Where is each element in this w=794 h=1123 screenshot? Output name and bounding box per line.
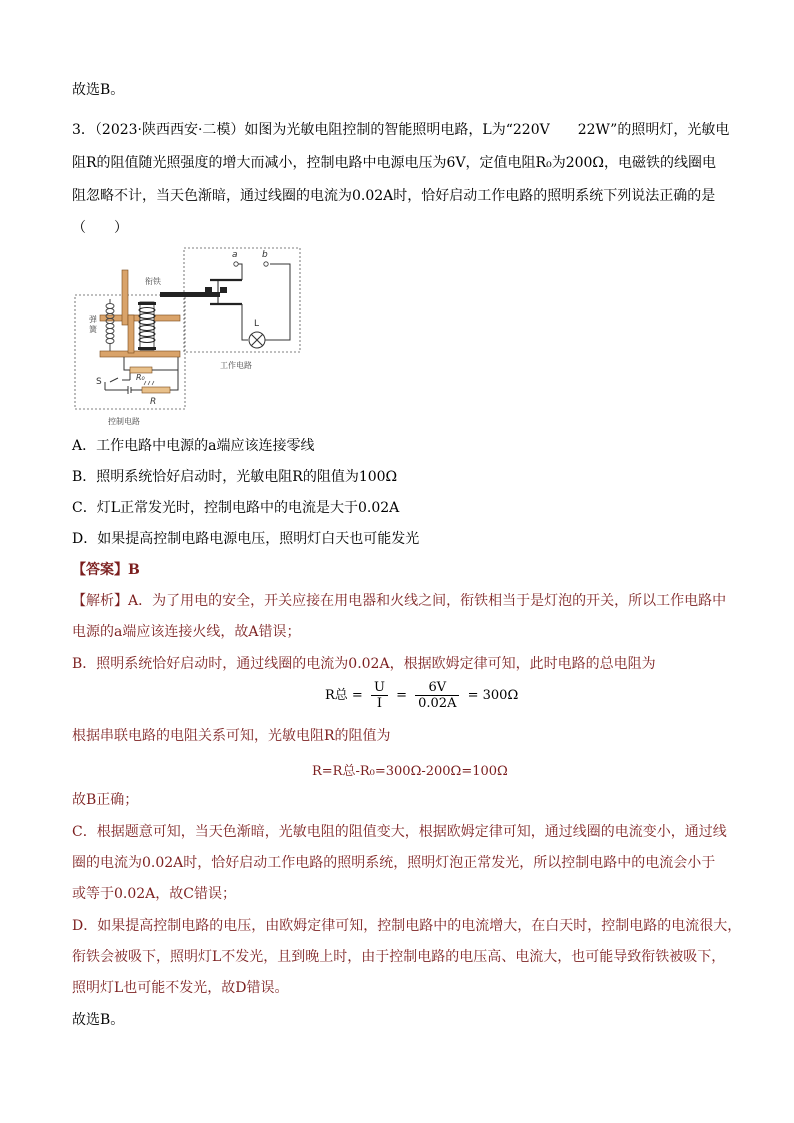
- analysis-a-line-2: 电源的a端应该连接火线，故A错误；: [72, 624, 301, 640]
- question-line-4: （ ）: [72, 220, 128, 236]
- answer: 【答案】B: [72, 562, 140, 578]
- analysis-d-line-1: D．如果提高控制电路的电压，由欧姆定律可知，控制电路中的电流增大，在白天时，控制电路的电流很大，: [72, 918, 742, 934]
- r-label: R: [150, 397, 157, 407]
- spring-label-2: 簧: [89, 325, 97, 334]
- core-post: [128, 315, 134, 353]
- pivot-post: [122, 270, 128, 325]
- photoresistor-r: [142, 387, 170, 393]
- question-line-3: 阻忽略不计，当天色渐暗，通过线圈的电流为0.02A时，恰好启动工作电路的照明系统下列说法正确的是: [72, 188, 716, 204]
- option-c: C．灯L正常发光时，控制电路中的电流是大于0.02A: [72, 500, 400, 516]
- question-line-1: 3．（2023·陕西西安·二模）如图为光敏电阻控制的智能照明电路，L为“220V 22W”的照明灯，光敏电: [72, 122, 730, 138]
- switch-label: S: [96, 377, 102, 387]
- analysis-c-line-2: 圈的电流为0.02A时，恰好启动工作电路的照明系统，照明灯泡正常发光，所以控制电路中的电流会小于: [72, 855, 716, 871]
- analysis-c-line-1: C．根据题意可知，当天色渐暗，光敏电阻的阻值变大，根据欧姆定律可知，通过线圈的电流变小，通过线: [72, 824, 727, 840]
- analysis-b-line-2: 根据串联电路的电阻关系可知，光敏电阻R的阻值为: [72, 728, 391, 744]
- final-conclusion: 故选B。: [72, 1012, 125, 1028]
- analysis-b-conclusion: 故B正确；: [72, 792, 139, 808]
- analysis-d-line-3: 照明灯L也可能不发光，故D错误。: [72, 980, 289, 996]
- formula-total-resistance: R总 = $\frac{U}{I}$ = $\frac{6V}{0.02A}$ = 300Ω: [325, 680, 519, 711]
- question-line-2: 阻R的阻值随光照强度的增大而减小，控制电路中电源电压为6V，定值电阻R₀为200Ω，电磁铁的线圈电: [72, 155, 717, 171]
- analysis-d-line-2: 衔铁会被吸下，照明灯L不发光，且到晚上时，由于控制电路的电压高、电流大，也可能导致衔铁被吸下，: [72, 949, 726, 965]
- formula-photoresistor: R=R总-R₀=300Ω-200Ω=100Ω: [312, 764, 508, 779]
- control-circuit-label: 控制电路: [108, 417, 140, 426]
- analysis-b-line-1: B．照明系统恰好启动时，通过线圈的电流为0.02A，根据欧姆定律可知，此时电路的总电阻为: [72, 656, 656, 672]
- circuit-diagram: [70, 240, 310, 430]
- terminal-b: b: [262, 250, 268, 260]
- analysis-a-line-1: 【解析】A．为了用电的安全，开关应接在用电器和火线之间，衔铁相当于是灯泡的开关，所以工作电路中: [72, 593, 727, 609]
- option-a: A．工作电路中电源的a端应该连接零线: [72, 438, 315, 454]
- spring-icon: [106, 299, 114, 351]
- terminal-a: a: [232, 250, 238, 260]
- analysis-c-line-3: 或等于0.02A，故C错误；: [72, 886, 236, 902]
- spring-label-1: 弹: [89, 315, 97, 324]
- coil-icon: [138, 302, 156, 350]
- r0-label: R₀: [136, 373, 145, 382]
- armature-label: 衔铁: [145, 277, 161, 286]
- base-bar: [100, 351, 180, 357]
- option-b: B．照明系统恰好启动时，光敏电阻R的阻值为100Ω: [72, 469, 398, 485]
- lamp-icon: [249, 332, 265, 348]
- option-d: D．如果提高控制电路电源电压，照明灯白天也可能发光: [72, 531, 420, 547]
- work-circuit-label: 工作电路: [220, 361, 252, 370]
- lamp-label: L: [254, 319, 260, 329]
- prev-conclusion: 故选B。: [72, 82, 125, 98]
